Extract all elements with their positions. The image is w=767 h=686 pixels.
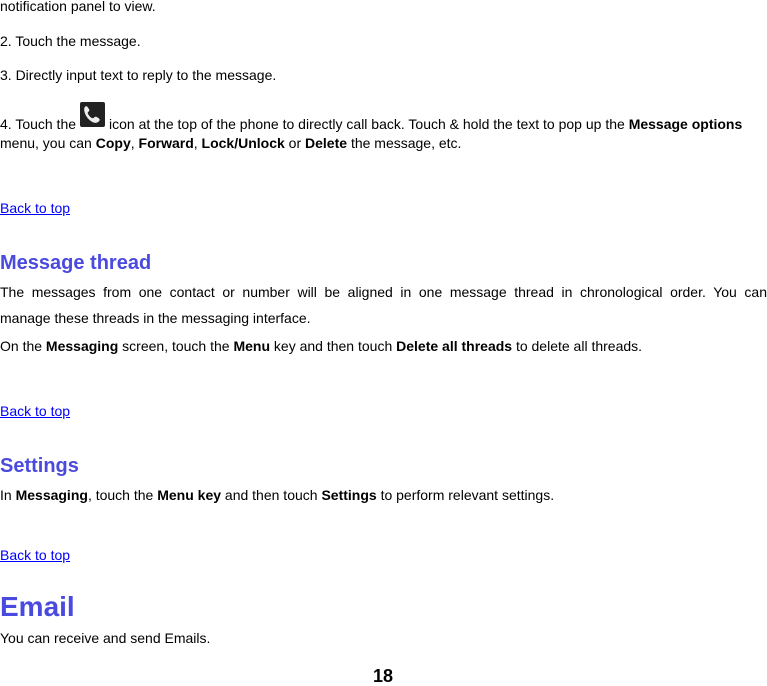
page-number: 18 (373, 666, 394, 686)
step-2: 2. Touch the message. (0, 33, 141, 49)
text: 4. Touch the (0, 116, 77, 132)
section-heading-email: Email (0, 591, 75, 622)
paragraph: On the Messaging screen, touch the Menu key and then touch Delete all threads to delete all threads. (0, 338, 643, 354)
paragraph: manage these threads in the messaging interface. (0, 310, 311, 326)
step-4-cont: menu, you can Copy, Forward, Lock/Unlock or Delete the message, etc. (0, 135, 462, 151)
paragraph: In Messaging, touch the Menu key and then touch Settings to perform relevant settings. (0, 487, 555, 503)
step-4 (0, 108, 742, 133)
text: icon at the top of the phone to directly call back. Touch & hold the text to pop up the (109, 116, 625, 132)
back-to-top-link[interactable]: Back to top (0, 547, 71, 563)
back-to-top-link[interactable]: Back to top (0, 200, 71, 216)
phone-icon (80, 102, 105, 127)
step-text: notification panel to view. (0, 0, 156, 14)
step-3: 3. Directly input text to reply to the message. (0, 67, 277, 83)
section-heading-settings: Settings (0, 455, 79, 477)
paragraph: The messages from one contact or number will be aligned in one message thread in chronological order. You can (0, 284, 767, 300)
paragraph: You can receive and send Emails. (0, 630, 211, 646)
back-to-top-link[interactable]: Back to top (0, 403, 71, 419)
bold-term: Message options (628, 116, 743, 132)
section-heading-message-thread: Message thread (0, 252, 152, 274)
